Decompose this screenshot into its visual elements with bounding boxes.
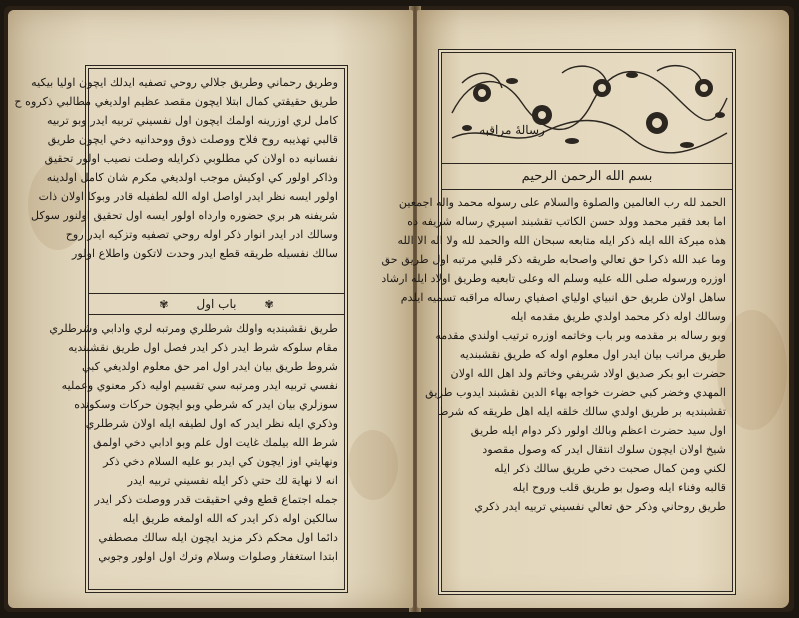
- text-line: وما عبد الله ذكرا حق تعالي واصحابه طريقه ذكر قلبي مرتبه اول طريق حق: [381, 253, 726, 266]
- text-line: سالك نفسيله طريقه قطع ايدر وحدت لاتكون واطلاع اولور: [72, 247, 338, 260]
- floral-ornament-icon: [442, 53, 732, 163]
- text-line: وطريق رحماني وطريق جلالي روحي تصفيه ايدلك ايچون اوليا بيكيه: [31, 76, 338, 89]
- text-line: وسالك اوله ذكر محمد اولدي طريق مقدمه ايله: [510, 310, 726, 323]
- text-line: ساهل اولان طريق حق انبياي اولياي اصفياي رساله مراقبه تسميه ايلدم: [400, 291, 726, 304]
- text-line: طريق نقشبنديه واولك شرطلري ومرتبه لري وادابي وشرطلري: [49, 322, 338, 335]
- section-heading-bar: [89, 293, 344, 315]
- text-line: سالكين اوله ذكر ايدر كه الله اولمغه طريق ايله: [122, 512, 338, 525]
- text-line: حضرت ابو بكر صديق اولاد شريفي وخاتم ولد اهل الله اولان: [450, 367, 726, 380]
- text-line: شروط طريق بيان ايدر اول امر حق معلوم اولديغي كبي: [81, 360, 338, 373]
- text-line: وبو رساله بر مقدمه وبر باب وخاتمه اوزره ترتيب اولندي مقدمه: [435, 329, 726, 342]
- text-line: مقام سلوكه شرط ايدر ذكر ايدر فصل اول طريق نقشبنديه: [68, 341, 338, 354]
- text-line: ابتدا استغفار وصلوات وسلام وترك اول اولور وجوبي: [98, 550, 338, 563]
- text-line: وسالك ادر ايدر انوار ذكر اوله روحي تصفيه وتزكيه ايدر روح: [65, 228, 338, 241]
- right-text-frame: [381, 52, 733, 592]
- left-page: [8, 10, 413, 608]
- text-line: وذاكر اولور كي اوكيش موجب اولديغي مكرم شان كامل اولدينه: [46, 171, 338, 184]
- text-line: طريق مراتب بيان ايدر اول معلوم اوله كه طريق نقشبنديه: [459, 348, 726, 361]
- left-bottom-text: [49, 319, 338, 566]
- text-line: شريفنه هر بري حضوره وارداه اولور ايسه اول تحقيق اولنور سوكل: [31, 209, 338, 222]
- basmala: بسم الله الرحمن الرحيم: [521, 168, 653, 184]
- text-line: هذه ميركة الله ايله ذكر ايله متابعه سبحان الله والحمد لله ولا اله الا الله: [397, 234, 726, 247]
- text-line: شيخ اولان ايچون سلوك انتقال ايدر كه وصول مقصود: [482, 443, 726, 456]
- floral-headpiece: [442, 53, 732, 164]
- text-line: دائما اول محكم ذكر مزيد ايچون ايله سالك مصطفي: [98, 531, 338, 544]
- text-line: نفسي تربيه ايدر ومرتبه سي تقسيم اوليه ذكر معنوي وعمليه: [61, 379, 338, 392]
- text-line: اول سيد حضرت اعظم وبالك اولور ذكر دوام ايله طريق: [470, 424, 726, 437]
- basmala-bar: [442, 163, 732, 190]
- text-line: جمله اجتماع قطع وفي احقيقت قدر ووصلت ذكر ايدر: [94, 493, 338, 506]
- text-line: كامل لري اوزرينه اولمك ايچون اول نفسيني تربيه ايدر وبو تربيه: [47, 114, 338, 127]
- section-heading: باب اول: [196, 297, 237, 311]
- text-line: المهدي وخضر كبي حضرت خواجه بهاء الدين نقشبند ايدوب طريق: [425, 386, 726, 399]
- text-line: انه لا نهاية لك حتي ذكر ايله نفسيني تربيه ايدر: [127, 474, 338, 487]
- text-line: سوزلري بيان ايدر كه شرطي وبو ايچون حركات وسكونده: [74, 398, 338, 411]
- text-line: ونهايتي اوز ايچون كي ايدر بو عليه السلام دخي ذكر: [103, 455, 338, 468]
- text-line: اما بعد فقير محمد وولد حسن الكاتب تقشبند اسپري رساله شريفه ده: [407, 215, 726, 228]
- left-text-frame: [14, 68, 345, 590]
- text-line: اولور ايسه نظر ايدر اواصل اوله الله لطفيله قادر وبوكا اولان ذات: [38, 190, 338, 203]
- text-line: طريق روحاني وذكر حق تعالي نفسيني تربيه ايدر ذكري: [474, 500, 726, 513]
- ornament-icon: ✾: [159, 297, 169, 311]
- text-line: طريق حقيقتي كمال ابتلا ايچون مقصد عظيم اولديغي مطالبي ذكروه ح: [14, 95, 338, 108]
- open-book: [4, 6, 794, 612]
- ornament-icon: ✾: [264, 297, 274, 311]
- text-line: قالبي تهذيبه روح فلاح ووصلت ذوق ووحدانيه دخي ايچون طريق: [47, 133, 338, 146]
- text-line: وذكري ايله نظر ايدر كه اول لطيفه ايله اولان شرطلري: [85, 417, 338, 430]
- right-page: [381, 10, 789, 608]
- text-line: لكني ومن كمال صحبت دخي طريق سالك ذكر ايله: [494, 462, 726, 475]
- text-line: اوزره ورسوله صلى الله عليه وسلم اله وعلى تابعيه وطريق اولاد ايله ارشاد: [381, 272, 726, 285]
- left-top-text: [14, 73, 338, 263]
- text-line: تقشبنديه بر طريق اولدي سالك خلقه ايله اهل طريقه كه شرط: [438, 405, 726, 418]
- text-line: نفسانيه ده اولان كي مطلوبي ذكرايله وصلت نصيب اولور تحقيق: [44, 152, 338, 165]
- headpiece-title: رسالهٔ مراقبه: [479, 123, 545, 137]
- paper-stain: [348, 430, 398, 500]
- text-line: قالبه وفناء ايله وصول بو طريق قلب وروح ايله: [512, 481, 726, 494]
- text-line: الحمد لله رب العالمين والصلوة والسلام على رسوله محمد واله اجمعين: [398, 196, 726, 209]
- right-text: [381, 193, 726, 516]
- text-line: شرط الله بيلمك غايت اول علم وبو ادابي دخي اولمق: [93, 436, 338, 449]
